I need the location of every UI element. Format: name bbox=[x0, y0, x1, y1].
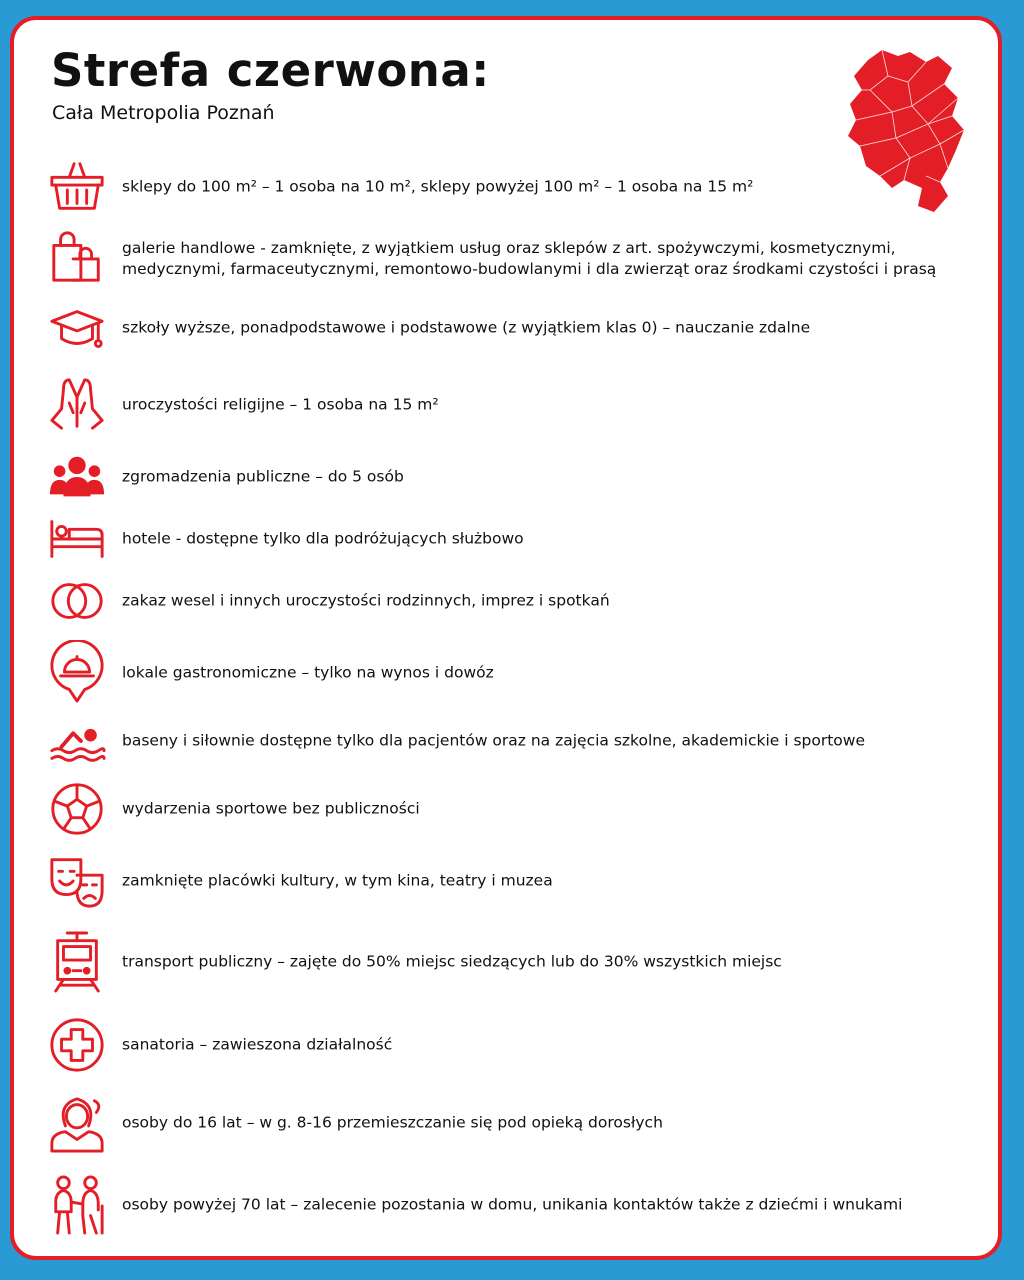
list-item bbox=[48, 640, 978, 706]
item-text: szkoły wyższe, ponadpodstawowe i podstawowe (z wyjątkiem klas 0) – nauczanie zdalne bbox=[122, 318, 811, 337]
list-item bbox=[48, 1172, 978, 1238]
item-text: osoby do 16 lat – w g. 8-16 przemieszczanie się pod opieką dorosłych bbox=[122, 1113, 663, 1132]
list-item bbox=[48, 510, 978, 568]
item-text: wydarzenia sportowe bez publiczności bbox=[122, 799, 420, 818]
elderly-couple-icon bbox=[48, 1172, 106, 1238]
list-item bbox=[48, 1090, 978, 1156]
child-icon bbox=[48, 1090, 106, 1156]
food-cloche-icon bbox=[48, 640, 106, 706]
list-item bbox=[48, 228, 978, 290]
graduation-cap-icon bbox=[48, 300, 106, 358]
shopping-bags-icon bbox=[48, 228, 106, 286]
theater-masks-icon bbox=[48, 852, 106, 910]
football-icon bbox=[48, 780, 106, 838]
list-item bbox=[48, 852, 978, 910]
item-text: transport publiczny – zajęte do 50% miejsc siedzących lub do 30% wszystkich miejsc bbox=[122, 952, 782, 971]
praying-hands-icon bbox=[48, 374, 106, 432]
item-text: lokale gastronomiczne – tylko na wynos i dowóz bbox=[122, 663, 494, 682]
page-subtitle: Cała Metropolia Poznań bbox=[52, 102, 275, 124]
list-item bbox=[48, 448, 978, 506]
list-item bbox=[48, 928, 978, 996]
list-item bbox=[48, 300, 978, 356]
item-text: baseny i siłownie dostępne tylko dla pacjentów oraz na zajęcia szkolne, akademickie i sportowe bbox=[122, 731, 865, 750]
item-text: zakaz wesel i innych uroczystości rodzinnych, imprez i spotkań bbox=[122, 591, 610, 610]
item-text: zgromadzenia publiczne – do 5 osób bbox=[122, 467, 404, 486]
list-item bbox=[48, 1016, 978, 1074]
list-item bbox=[48, 374, 978, 436]
item-text: sanatoria – zawieszona działalność bbox=[122, 1035, 393, 1054]
item-text: zamknięte placówki kultury, w tym kina, teatry i muzea bbox=[122, 871, 553, 890]
page-title: Strefa czerwona: bbox=[51, 44, 490, 97]
info-card bbox=[10, 16, 1002, 1260]
shopping-basket-icon bbox=[48, 158, 106, 216]
wedding-rings-icon bbox=[48, 572, 106, 630]
medical-cross-icon bbox=[48, 1016, 106, 1074]
tram-icon bbox=[48, 928, 106, 996]
list-item bbox=[48, 572, 978, 630]
item-text: hotele - dostępne tylko dla podróżujących służbowo bbox=[122, 529, 524, 548]
list-item bbox=[48, 158, 978, 216]
item-text: sklepy do 100 m² – 1 osoba na 10 m², sklepy powyżej 100 m² – 1 osoba na 15 m² bbox=[122, 177, 754, 196]
list-item bbox=[48, 780, 978, 838]
list-item bbox=[48, 712, 978, 770]
group-people-icon bbox=[48, 448, 106, 506]
item-text: galerie handlowe - zamknięte, z wyjątkiem usług oraz sklepów z art. spożywczymi, kosmetycznymi, medycznymi, farmaceutycznymi, remontowo-budowlanymi i dla zwierząt oraz środkami czystości i prasą bbox=[122, 239, 937, 278]
item-text: uroczystości religijne – 1 osoba na 15 m² bbox=[122, 395, 439, 414]
hotel-bed-icon bbox=[48, 510, 106, 568]
item-text: osoby powyżej 70 lat – zalecenie pozostania w domu, unikania kontaktów także z dziećmi i wnukami bbox=[122, 1195, 903, 1214]
swimmer-icon bbox=[48, 712, 106, 770]
